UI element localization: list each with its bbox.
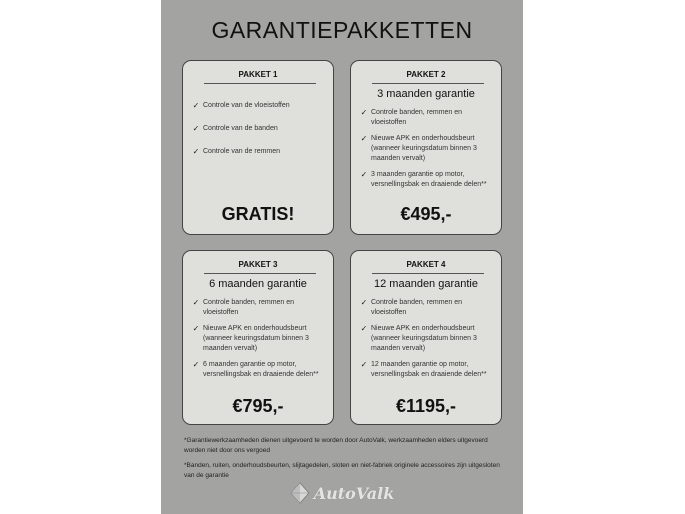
divider	[372, 83, 484, 84]
feature-item: ✓ 12 maanden garantie op motor, versnellingsbak en draaiende delen**	[357, 360, 493, 380]
check-icon: ✓	[192, 360, 200, 369]
logo-text: AutoValk	[313, 483, 395, 503]
package-card-4	[350, 250, 502, 425]
check-icon: ✓	[360, 324, 368, 333]
check-icon: ✓	[192, 147, 200, 156]
check-icon: ✓	[192, 101, 200, 110]
feature-item: ✓ Controle van de vloeistoffen	[189, 101, 325, 111]
feature-item: ✓ Nieuwe APK en onderhoudsbeurt (wanneer keuringsdatum binnen 3 maanden vervalt)	[357, 134, 493, 164]
package-card-2	[350, 60, 502, 235]
feature-item: ✓ 3 maanden garantie op motor, versnellingsbak en draaiende delen**	[357, 170, 493, 190]
feature-item: ✓ Controle van de banden	[189, 124, 325, 134]
package-card-3	[182, 250, 334, 425]
package-label: PAKKET 2	[406, 70, 446, 79]
package-guarantee: 6 maanden garantie	[209, 278, 307, 290]
feature-item: ✓ Controle van de remmen	[189, 147, 325, 157]
diamond-logo-icon	[290, 482, 310, 504]
check-icon: ✓	[360, 360, 368, 369]
divider	[372, 273, 484, 274]
check-icon: ✓	[192, 124, 200, 133]
footnote-1: *Garantiewerkzaamheden dienen uitgevoerd te worden door AutoValk, werkzaamheden elders uitgevoerd worden niet door ons vergoed	[184, 437, 488, 454]
divider	[204, 83, 316, 84]
check-icon: ✓	[192, 298, 200, 307]
package-price: €795,-	[232, 396, 284, 416]
package-label: PAKKET 4	[406, 260, 446, 269]
brand-logo	[161, 481, 523, 505]
feature-item: ✓ Controle banden, remmen en vloeistoffen	[357, 298, 493, 318]
package-label: PAKKET 1	[238, 70, 278, 79]
package-guarantee: 3 maanden garantie	[377, 88, 475, 100]
package-guarantee: 12 maanden garantie	[374, 278, 478, 290]
package-price: GRATIS!	[221, 204, 295, 224]
feature-item: ✓ Nieuwe APK en onderhoudsbeurt (wanneer keuringsdatum binnen 3 maanden vervalt)	[189, 324, 325, 354]
feature-item: ✓ Controle banden, remmen en vloeistoffen	[357, 108, 493, 128]
check-icon: ✓	[360, 298, 368, 307]
poster	[161, 0, 523, 514]
footnote-2: *Banden, ruiten, onderhoudsbeurten, slijtagedelen, sloten en niet-fabriek originele accessoires zijn uitgesloten van de garantie	[184, 462, 500, 479]
divider	[204, 273, 316, 274]
package-price: €1195,-	[395, 396, 457, 416]
check-icon: ✓	[360, 108, 368, 117]
feature-item: ✓ 6 maanden garantie op motor, versnellingsbak en draaiende delen**	[189, 360, 325, 380]
check-icon: ✓	[360, 134, 368, 143]
feature-item: ✓ Nieuwe APK en onderhoudsbeurt (wanneer keuringsdatum binnen 3 maanden vervalt)	[357, 324, 493, 354]
feature-item: ✓ Controle banden, remmen en vloeistoffen	[189, 298, 325, 318]
page-title: GARANTIEPAKKETTEN	[211, 17, 473, 43]
package-label: PAKKET 3	[238, 260, 278, 269]
package-price: €495,-	[400, 204, 452, 224]
package-card-1	[182, 60, 334, 235]
check-icon: ✓	[360, 170, 368, 179]
check-icon: ✓	[192, 324, 200, 333]
